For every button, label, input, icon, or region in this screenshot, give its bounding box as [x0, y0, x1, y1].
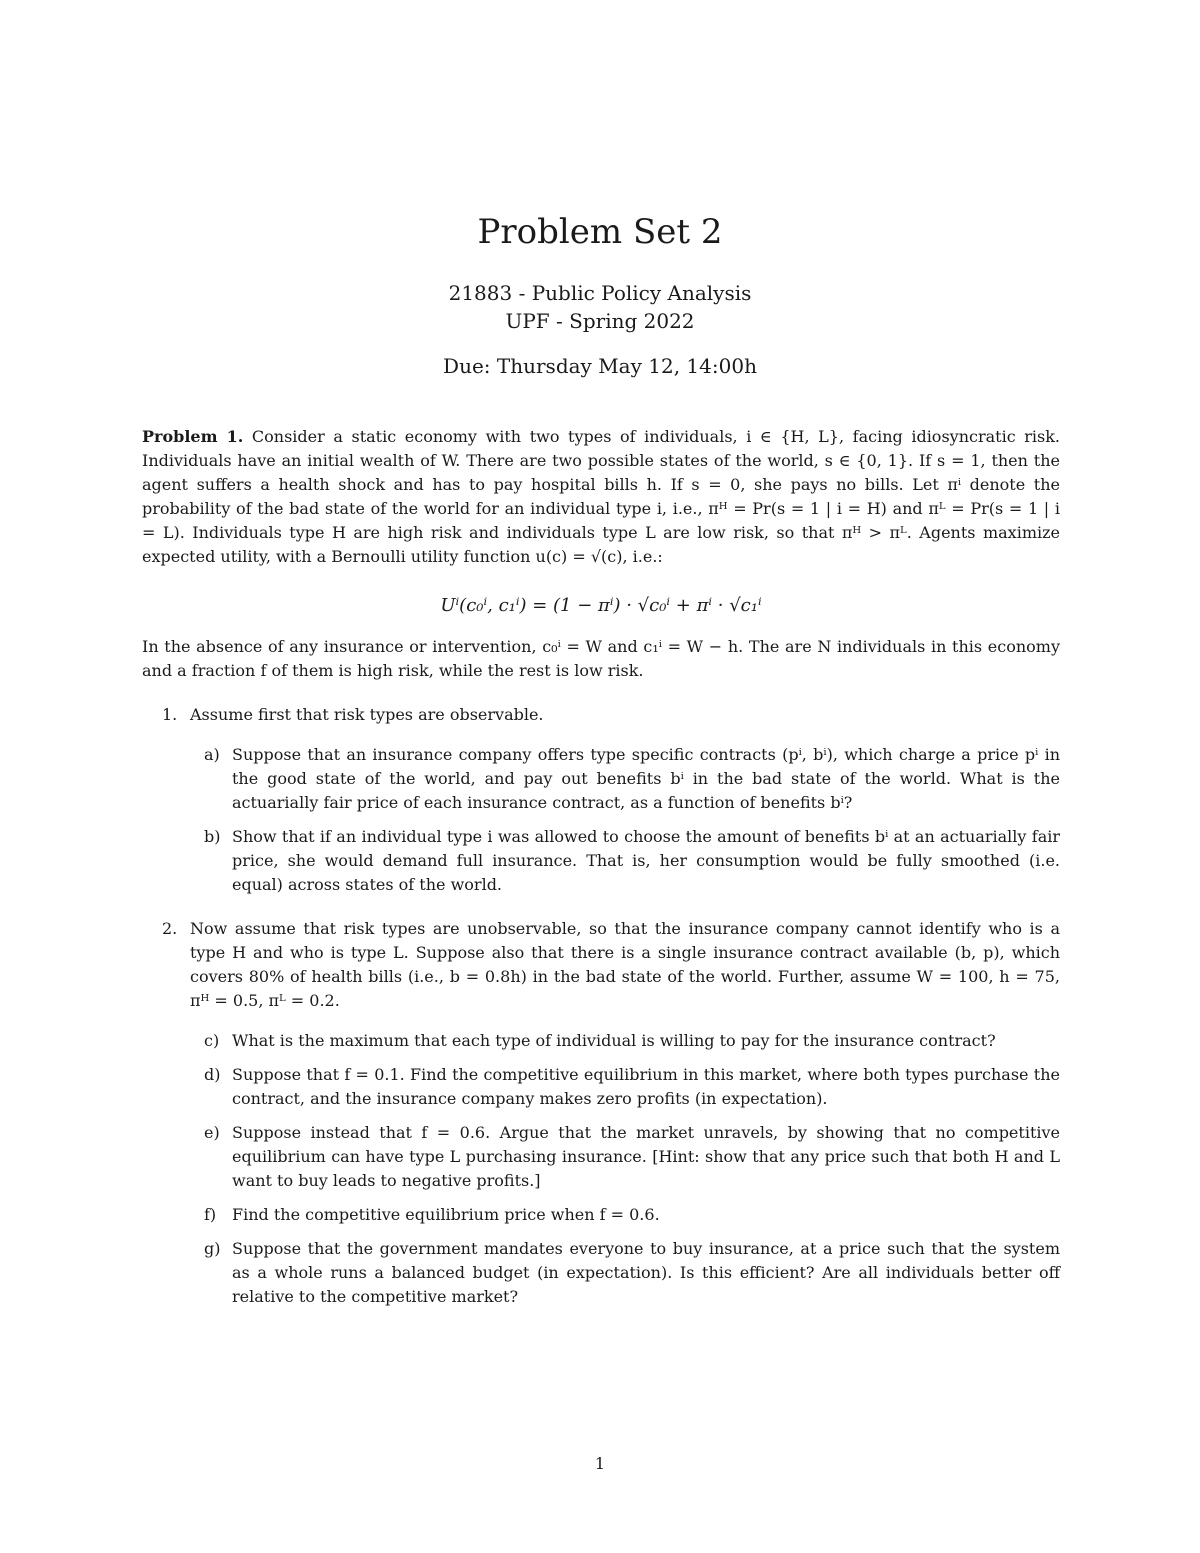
subquestion-item: [142, 743, 1060, 815]
utility-formula: Uⁱ(c₀ⁱ, c₁ⁱ) = (1 − πⁱ) · √c₀ⁱ + πⁱ · √c₁ⁱ: [440, 595, 762, 616]
subquestion-item: [142, 1063, 1060, 1111]
subquestion-item: [142, 1121, 1060, 1193]
subquestion-label: d): [204, 1065, 221, 1084]
subquestion-item: [142, 1237, 1060, 1309]
page-number: 1: [594, 1454, 606, 1473]
subquestion-label: a): [204, 745, 220, 764]
subquestion-label: g): [204, 1239, 221, 1258]
course-name: 21883 - Public Policy Analysis: [448, 281, 752, 305]
page-title: Problem Set 2: [477, 212, 723, 252]
subquestion-label: c): [204, 1031, 220, 1050]
subquestion-item: [142, 1029, 1060, 1053]
question-text: Now assume that risk types are unobservable, so that the insurance company cannot identify who is a type H and who is type L. Suppose also that there is a single insurance contract available (b, p), which covers 80% of health bills (i.e., b = 0.8h) in the bad state of the world. Further, assume W = 100, h = 75, πᴴ = 0.5, πᴸ = 0.2.: [190, 919, 1060, 1010]
subquestion-text: Suppose that the government mandates everyone to buy insurance, at a price such that the system as a whole runs a balanced budget (in expectation). Is this efficient? Are all individuals better off relative to the competitive market?: [232, 1239, 1060, 1306]
question-number: 1.: [162, 705, 178, 724]
problem-1-context: In the absence of any insurance or intervention, c₀ⁱ = W and c₁ⁱ = W − h. The are N individuals in this economy and a fraction f of them is high risk, while the rest is low risk.: [142, 637, 1060, 680]
subquestion-text: Suppose that f = 0.1. Find the competitive equilibrium in this market, where both types purchase the contract, and the insurance company makes zero profits (in expectation).: [232, 1065, 1060, 1108]
term: UPF - Spring 2022: [505, 309, 695, 333]
problem-intro-text: Consider a static economy with two types of individuals, i ∈ {H, L}, facing idiosyncratic risk. Individuals have an initial wealth of W. There are two possible states of the world, s ∈ {0, 1}. If s = 1, then the agent suffers a health shock and has to pay hospital bills h. If s = 0, she pays no bills. Let πⁱ denote the probability of the bad state of the world for an individual type i, i.e., πᴴ = Pr(s = 1 | i = H) and πᴸ = Pr(s = 1 | i = L). Individuals type H are high risk and individuals type L are low risk, so that πᴴ > πᴸ. Agents maximize expected utility, with a Bernoulli utility function u(c) = √(c), i.e.:: [142, 427, 1061, 566]
subquestion-item: [142, 1203, 1060, 1227]
due-date: Due: Thursday May 12, 14:00h: [443, 354, 757, 378]
question-text: Assume first that risk types are observable.: [190, 705, 544, 724]
question-number: 2.: [162, 919, 178, 938]
subquestion-label: e): [204, 1123, 220, 1142]
subquestion-label: b): [204, 827, 221, 846]
subquestion-text: Suppose that an insurance company offers type specific contracts (pⁱ, bⁱ), which charge a price pⁱ in the good state of the world, and pay out benefits bⁱ in the bad state of the world. What is the actuarially fair price of each insurance contract, as a function of benefits bⁱ?: [232, 745, 1060, 812]
subquestion-text: Show that if an individual type i was allowed to choose the amount of benefits bⁱ at an actuarially fair price, she would demand full insurance. That is, her consumption would be fully smoothed (i.e. equal) across states of the world.: [232, 827, 1060, 894]
subquestion-label: f): [204, 1205, 217, 1224]
problem-1-intro: [142, 425, 1060, 569]
question-item: [142, 703, 1060, 727]
problem-1: [142, 425, 1060, 1309]
problem-label: Problem 1.: [142, 427, 244, 446]
subquestion-text: Find the competitive equilibrium price when f = 0.6.: [232, 1205, 660, 1224]
subquestion-item: [142, 825, 1060, 897]
subquestion-text: What is the maximum that each type of individual is willing to pay for the insurance contract?: [232, 1031, 996, 1050]
subquestion-text: Suppose instead that f = 0.6. Argue that the market unravels, by showing that no competitive equilibrium can have type L purchasing insurance. [Hint: show that any price such that both H and L want to buy leads to negative profits.]: [232, 1123, 1060, 1190]
question-item: [142, 917, 1060, 1013]
